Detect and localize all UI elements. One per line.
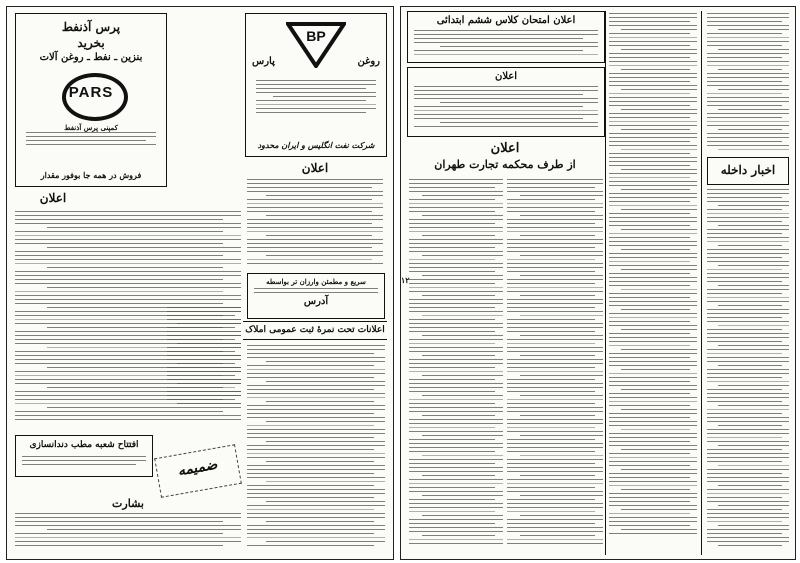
middle-column-text bbox=[167, 307, 241, 407]
stamp-text: ضمیمه bbox=[176, 456, 219, 480]
glad-tidings bbox=[15, 497, 241, 553]
page-number: ۱۲ bbox=[401, 275, 410, 285]
shipping-ad-address: آدرس bbox=[303, 296, 329, 307]
dental-ad-title: افتتاح شعبه مطب دندانسازی bbox=[29, 440, 139, 450]
bp-logo-text: BP bbox=[306, 28, 326, 44]
shipping-ad bbox=[247, 273, 385, 319]
right-page-middle-column bbox=[507, 179, 603, 549]
glad-tidings-title: بشارت bbox=[112, 497, 144, 510]
right-page-column-3 bbox=[609, 13, 697, 549]
right-page-column-4-bottom bbox=[707, 189, 789, 549]
pars-oil-ad bbox=[15, 13, 167, 187]
pars-ad-footer: کمپنی پرس آذنفط bbox=[64, 123, 118, 132]
secondary-notice bbox=[407, 67, 605, 137]
pars-ad-line3: بنزین ـ نفط ـ روغن آلات bbox=[39, 52, 143, 63]
pars-logo-text: PARS bbox=[68, 84, 114, 101]
pars-logo bbox=[56, 69, 126, 119]
right-page-left-column bbox=[409, 179, 503, 549]
shipping-ad-title: سریع و مطمئن وارزان تر بواسطه bbox=[266, 277, 366, 286]
left-newspaper-page bbox=[6, 6, 394, 560]
bulletin-body bbox=[247, 345, 385, 551]
pars-ad-line2: بخرید bbox=[77, 36, 105, 50]
right-page-column-4-top bbox=[707, 13, 789, 153]
bp-signature: شرکت نفت انگلیس و ایران محدود bbox=[257, 140, 375, 150]
left-notice-title: اعلان bbox=[39, 191, 67, 205]
secondary-notice-title: اعلان bbox=[494, 71, 518, 82]
exam-notice bbox=[407, 11, 605, 63]
stamp bbox=[154, 444, 242, 498]
pars-ad-line1: پرس آذنفط bbox=[61, 20, 121, 34]
domestic-news-title: اخبار داخله bbox=[720, 163, 776, 177]
center-notice bbox=[245, 161, 385, 271]
pars-ad-note: فروش در همه جا بوفور مقدار bbox=[40, 170, 142, 180]
exam-notice-title: اعلان امتحان کلاس ششم ابتدائی bbox=[436, 15, 576, 26]
court-notice-title: اعلان bbox=[490, 141, 520, 156]
dental-ad bbox=[15, 435, 153, 477]
bp-left-label: پارس bbox=[252, 56, 275, 67]
right-newspaper-page bbox=[400, 6, 796, 560]
domestic-news-box bbox=[707, 157, 789, 185]
bp-right-label: روغن bbox=[357, 56, 380, 67]
court-notice-subtitle: از طرف محکمه تجارت طهران bbox=[434, 158, 576, 171]
bulletin-title: اعلانات تحت نمرۀ ثبت عمومی املاک bbox=[245, 325, 385, 335]
center-notice-title: اعلان bbox=[301, 161, 329, 175]
bp-oil-ad bbox=[245, 13, 387, 157]
